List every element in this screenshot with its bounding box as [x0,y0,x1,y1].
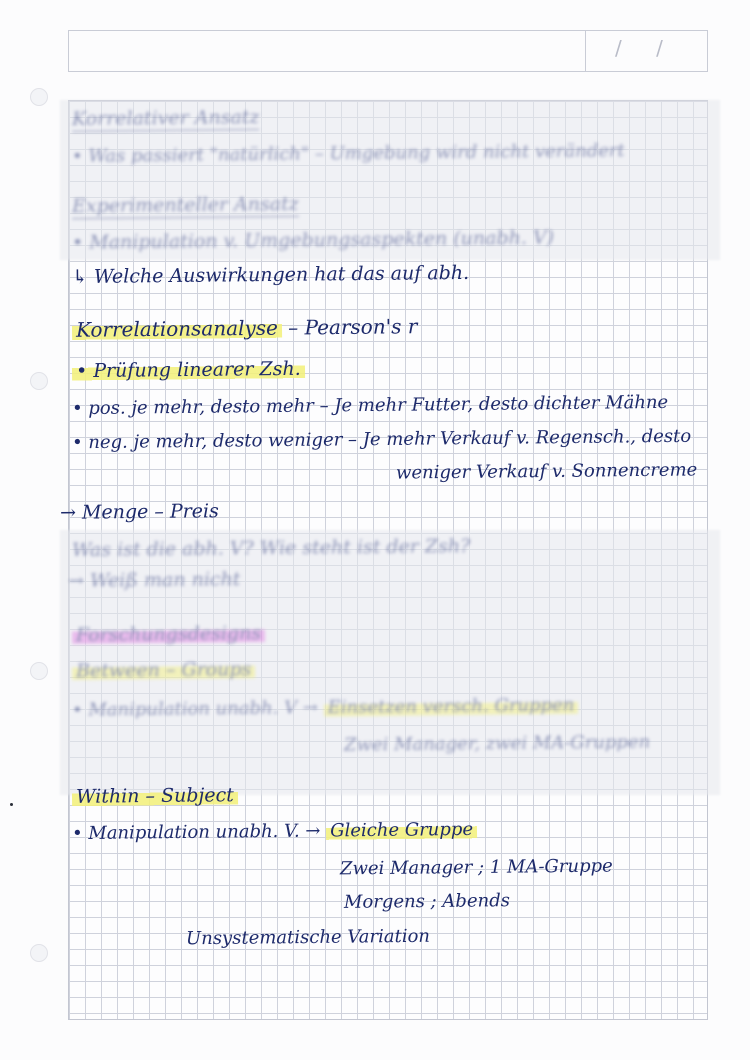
note-line: • neg. je mehr, desto weniger – Je mehr Verkauf v. Regensch., desto [71,425,692,454]
note-line: weniger Verkauf v. Sonnencreme [395,459,698,484]
note-line: • Manipulation unabh. V → [71,697,318,721]
note-line: → Menge – Preis [59,500,219,524]
date-field: / / [615,36,677,60]
stray-dot [10,803,13,806]
heading-within-subject: Within – Subject [72,784,238,808]
note-line: Morgens ; Abends [343,890,511,913]
note-highlight: Einsetzen versch. Gruppen [323,694,578,718]
header-box [68,30,708,72]
note-line: • Was passiert "natürlich" – Umgebung wird nicht verändert [71,140,625,167]
heading-korrelationsanalyse: Korrelationsanalyse [72,316,282,342]
header-divider [585,30,586,72]
pearson-label: – Pearson's r [288,314,418,340]
note-highlight: Gleiche Gruppe [326,819,477,842]
heading-experimenteller-ansatz: Experimenteller Ansatz [71,192,299,218]
punch-hole [30,944,48,962]
note-line: • Manipulation v. Umgebungsaspekten (unabh. V) [71,226,555,254]
note-line: Was ist die abh. V? Wie steht ist der Zsh? [71,534,471,562]
heading-between-groups: Between – Groups [72,658,255,682]
note-line: → Weiß man nicht [67,568,241,592]
note-line: • Prüfung linearer Zsh. [72,358,305,382]
punch-hole [30,662,48,680]
note-line: Zwei Manager, zwei MA-Gruppen [343,731,651,756]
note-line: Zwei Manager ; 1 MA-Gruppe [339,855,613,880]
note-line: Unsystematische Variation [185,925,431,950]
heading-forschungsdesigns: Forschungsdesigns [72,622,265,646]
punch-hole [30,372,48,390]
note-line: • pos. je mehr, desto mehr – Je mehr Futter, desto dichter Mähne [71,391,669,420]
note-line: • Manipulation unabh. V. → [71,820,321,845]
heading-korrelativer-ansatz: Korrelativer Ansatz [71,106,260,130]
note-line: ↳ Welche Auswirkungen hat das auf abh. [71,261,470,289]
punch-hole [30,88,48,106]
